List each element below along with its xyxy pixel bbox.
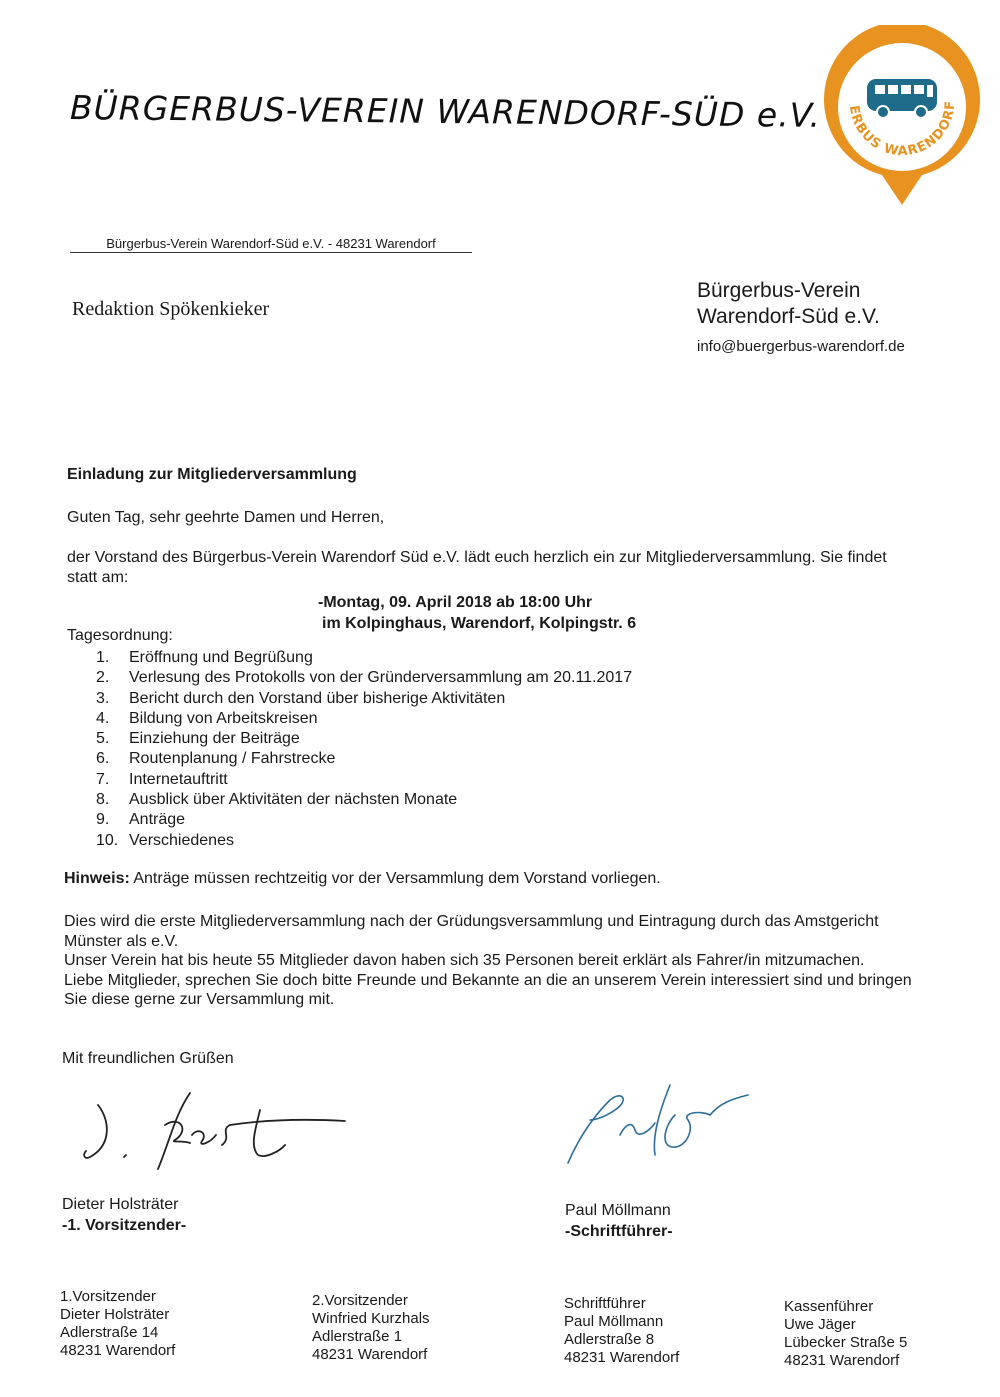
hinweis-label: Hinweis: <box>64 870 130 887</box>
org-name-line2: Warendorf-Süd e.V. <box>697 305 880 328</box>
agenda-text: Routenplanung / Fahrstrecke <box>129 750 336 768</box>
signer-name: Dieter Holsträter <box>62 1196 179 1213</box>
org-name-line1: Bürgerbus-Verein <box>697 279 861 302</box>
agenda-item <box>96 831 632 851</box>
agenda-text: Bildung von Arbeitskreisen <box>129 709 318 727</box>
agenda-item <box>96 689 632 709</box>
subject: Einladung zur Mitgliederversammlung <box>67 466 357 483</box>
footer-contact-1 <box>60 1288 175 1360</box>
footer-street: Adlerstraße 1 <box>312 1328 403 1345</box>
event-date: -Montag, 09. April 2018 ab 18:00 Uhr <box>318 594 593 611</box>
footer-title: Kassenführer <box>784 1298 874 1315</box>
footer-contact-3 <box>564 1295 679 1367</box>
organization-block <box>697 278 905 355</box>
signer-role: -Schriftführer- <box>565 1223 673 1240</box>
body-paragraph: Liebe Mitglieder, sprechen Sie doch bitte Freunde und Bekannte an die an unserem Verein interessiert sind und bringen Sie diese gerne zur Versammlung mit. <box>64 971 912 1008</box>
logo <box>820 25 985 210</box>
agenda-text: Eröffnung und Begrüßung <box>129 649 313 666</box>
hinweis-note <box>64 870 661 888</box>
sender-address-line: Bürgerbus-Verein Warendorf-Süd e.V. - 48231 Warendorf <box>70 236 472 253</box>
footer-name: Dieter Holsträter <box>60 1306 170 1323</box>
signer-role: -1. Vorsitzender- <box>62 1217 187 1234</box>
greeting: Guten Tag, sehr geehrte Damen und Herren, <box>67 509 385 526</box>
agenda-item <box>96 729 632 749</box>
footer-street: Adlerstraße 8 <box>564 1331 655 1348</box>
agenda-text: Verschiedenes <box>129 831 234 849</box>
agenda-text: Ausblick über Aktivitäten der nächsten Monate <box>129 791 458 809</box>
agenda-title: Tagesordnung: <box>67 627 173 644</box>
agenda-num: 3. <box>96 689 110 707</box>
signer-2 <box>565 1200 673 1242</box>
agenda-num: 7. <box>96 770 110 788</box>
closing: Mit freundlichen Grüßen <box>62 1050 234 1067</box>
agenda-num: 10. <box>96 831 119 849</box>
agenda-num: 4. <box>96 709 110 727</box>
agenda-num: 5. <box>96 730 110 748</box>
footer-street: Lübecker Straße 5 <box>784 1334 908 1351</box>
bus-icon <box>820 25 985 210</box>
agenda-text: Einziehung der Beiträge <box>129 730 300 748</box>
signer-1 <box>62 1194 186 1236</box>
footer-contact-4 <box>784 1298 907 1370</box>
agenda-item <box>96 770 632 790</box>
event-location: im Kolpinghaus, Warendorf, Kolpingstr. 6 <box>322 615 637 632</box>
footer-title: 1.Vorsitzender <box>60 1288 156 1305</box>
agenda-list <box>96 648 632 851</box>
agenda-item <box>96 790 632 810</box>
event-details <box>318 592 636 634</box>
signature-moellmann <box>560 1075 760 1170</box>
agenda-text: Internetauftritt <box>129 770 228 788</box>
footer-title: 2.Vorsitzender <box>312 1292 408 1309</box>
logo-text: ERBUS WARENDORF <box>845 99 959 160</box>
recipient: Redaktion Spökenkieker <box>72 298 270 320</box>
agenda-item <box>96 648 632 668</box>
intro-paragraph: der Vorstand des Bürgerbus-Verein Warendorf Süd e.V. lädt euch herzlich ein zur Mitgliederversammlung. Sie findet statt am: <box>67 549 887 586</box>
org-email: info@buergerbus-warendorf.de <box>697 338 905 355</box>
agenda-item <box>96 668 632 688</box>
footer-name: Winfried Kurzhals <box>312 1310 430 1327</box>
footer-city: 48231 Warendorf <box>60 1342 176 1359</box>
footer-city: 48231 Warendorf <box>564 1349 680 1366</box>
agenda-num: 6. <box>96 750 110 768</box>
body-paragraph: Dies wird die erste Mitgliederversammlung nach der Grüdungsversammlung und Eintragung durch das Amstgericht Münster als e.V. <box>64 913 879 950</box>
agenda-text: Bericht durch den Vorstand über bisherige Aktivitäten <box>129 689 506 707</box>
body-paragraph: Unser Verein hat bis heute 55 Mitglieder davon haben sich 35 Personen bereit erklärt als Fahrer/in mitzumachen. <box>64 952 865 969</box>
signer-name: Paul Möllmann <box>565 1202 671 1219</box>
body-text <box>64 912 914 1010</box>
agenda-num: 1. <box>96 649 110 666</box>
agenda-num: 8. <box>96 791 110 809</box>
footer-contact-2 <box>312 1292 430 1364</box>
footer-name: Paul Möllmann <box>564 1313 664 1330</box>
agenda-text: Anträge <box>129 811 186 829</box>
agenda-item <box>96 810 632 830</box>
agenda-num: 2. <box>96 669 110 687</box>
footer-street: Adlerstraße 14 <box>60 1324 159 1341</box>
footer-city: 48231 Warendorf <box>784 1352 900 1369</box>
footer-name: Uwe Jäger <box>784 1316 856 1333</box>
agenda-item <box>96 709 632 729</box>
footer-city: 48231 Warendorf <box>312 1346 428 1363</box>
agenda-item <box>96 749 632 769</box>
signature-holstraeter <box>80 1085 350 1175</box>
agenda-num: 9. <box>96 811 110 829</box>
agenda-text: Verlesung des Protokolls von der Gründerversammlung am 20.11.2017 <box>129 669 633 687</box>
footer-title: Schriftführer <box>564 1295 646 1312</box>
hinweis-text: Anträge müssen rechtzeitig vor der Versammlung dem Vorstand vorliegen. <box>129 870 661 887</box>
letterhead-title: BÜRGERBUS-VEREIN WARENDORF-SÜD e.V. <box>69 88 822 135</box>
